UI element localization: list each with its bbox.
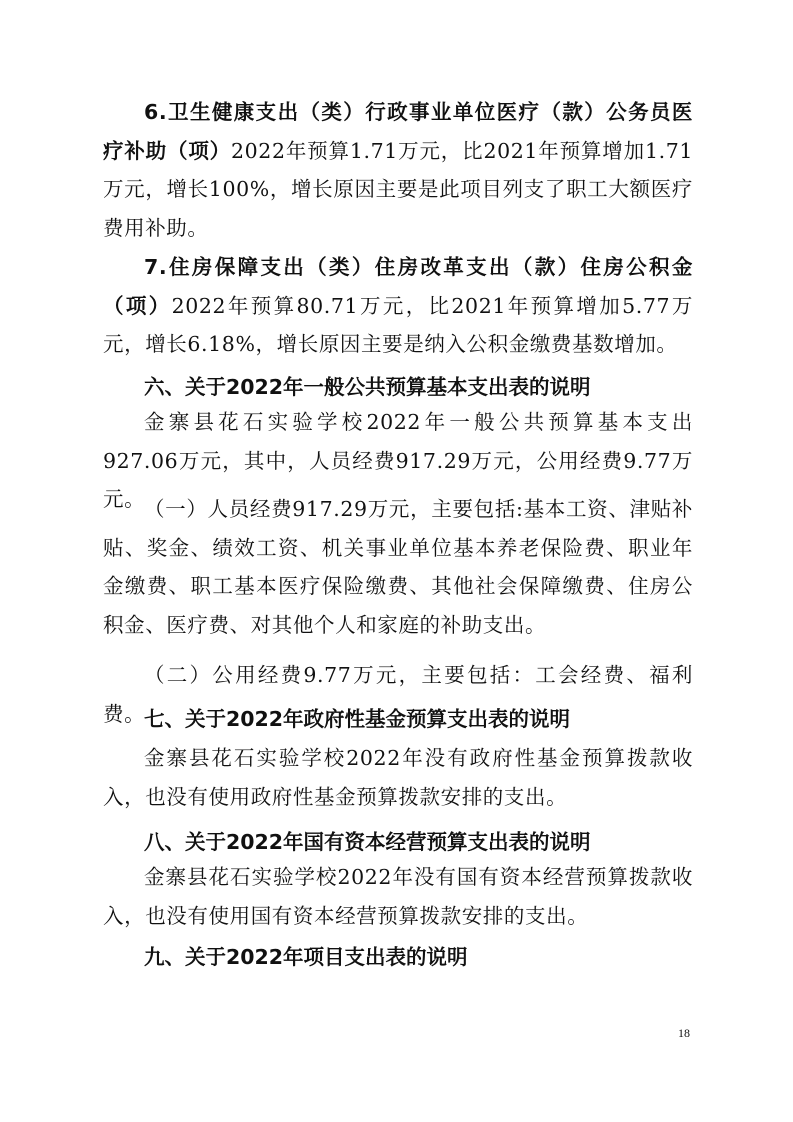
paragraph-6c: （二）公用经费9.77万元，主要包括：工会经费、福利费。 [103, 663, 693, 726]
section-heading-6: 六、关于2022年一般公共预算基本支出表的说明 [144, 375, 591, 399]
item-7-body: 2022年预算80.71万元，比2021年预算增加5.77万元，增长6.18%，增长原因主要是纳入公积金缴费基数增加。 [103, 293, 693, 356]
paragraph-8: 金寨县花石实验学校2022年没有国有资本经营预算拨款收入，也没有使用国有资本经营预算拨款安排的支出。 [103, 865, 693, 928]
item-6-title: 6.卫生健康支出（类）行政事业单位医疗（款）公务员医疗补助（项） [103, 100, 693, 163]
section-heading-7: 七、关于2022年政府性基金预算支出表的说明 [144, 707, 571, 731]
item-7-title: 7.住房保障支出（类）住房改革支出（款）住房公积金（项） [103, 255, 693, 318]
page-number: 18 [678, 1026, 690, 1040]
paragraph-6b: （一）人员经费917.29万元，主要包括:基本工资、津贴补贴、奖金、绩效工资、机关事业单位基本养老保险费、职业年金缴费、职工基本医疗保险缴费、其他社会保障缴费、住房公积金、医疗费、对其他个人和家庭的补助支出。 [103, 497, 693, 637]
paragraph-6a: 金寨县花石实验学校2022年一般公共预算基本支出927.06万元，其中，人员经费917.29万元，公用经费9.77万元。 [103, 410, 693, 511]
paragraph-item-6 [103, 93, 693, 247]
item-6-body: 2022年预算1.71万元，比2021年预算增加1.71万元，增长100%，增长原因主要是此项目列支了职工大额医疗费用补助。 [103, 138, 693, 240]
paragraph-item-7 [103, 248, 693, 364]
section-heading-8: 八、关于2022年国有资本经营预算支出表的说明 [144, 830, 591, 854]
paragraph-7: 金寨县花石实验学校2022年没有政府性基金预算拨款收入，也没有使用政府性基金预算拨款安排的支出。 [103, 746, 693, 809]
section-heading-9: 九、关于2022年项目支出表的说明 [144, 945, 468, 969]
